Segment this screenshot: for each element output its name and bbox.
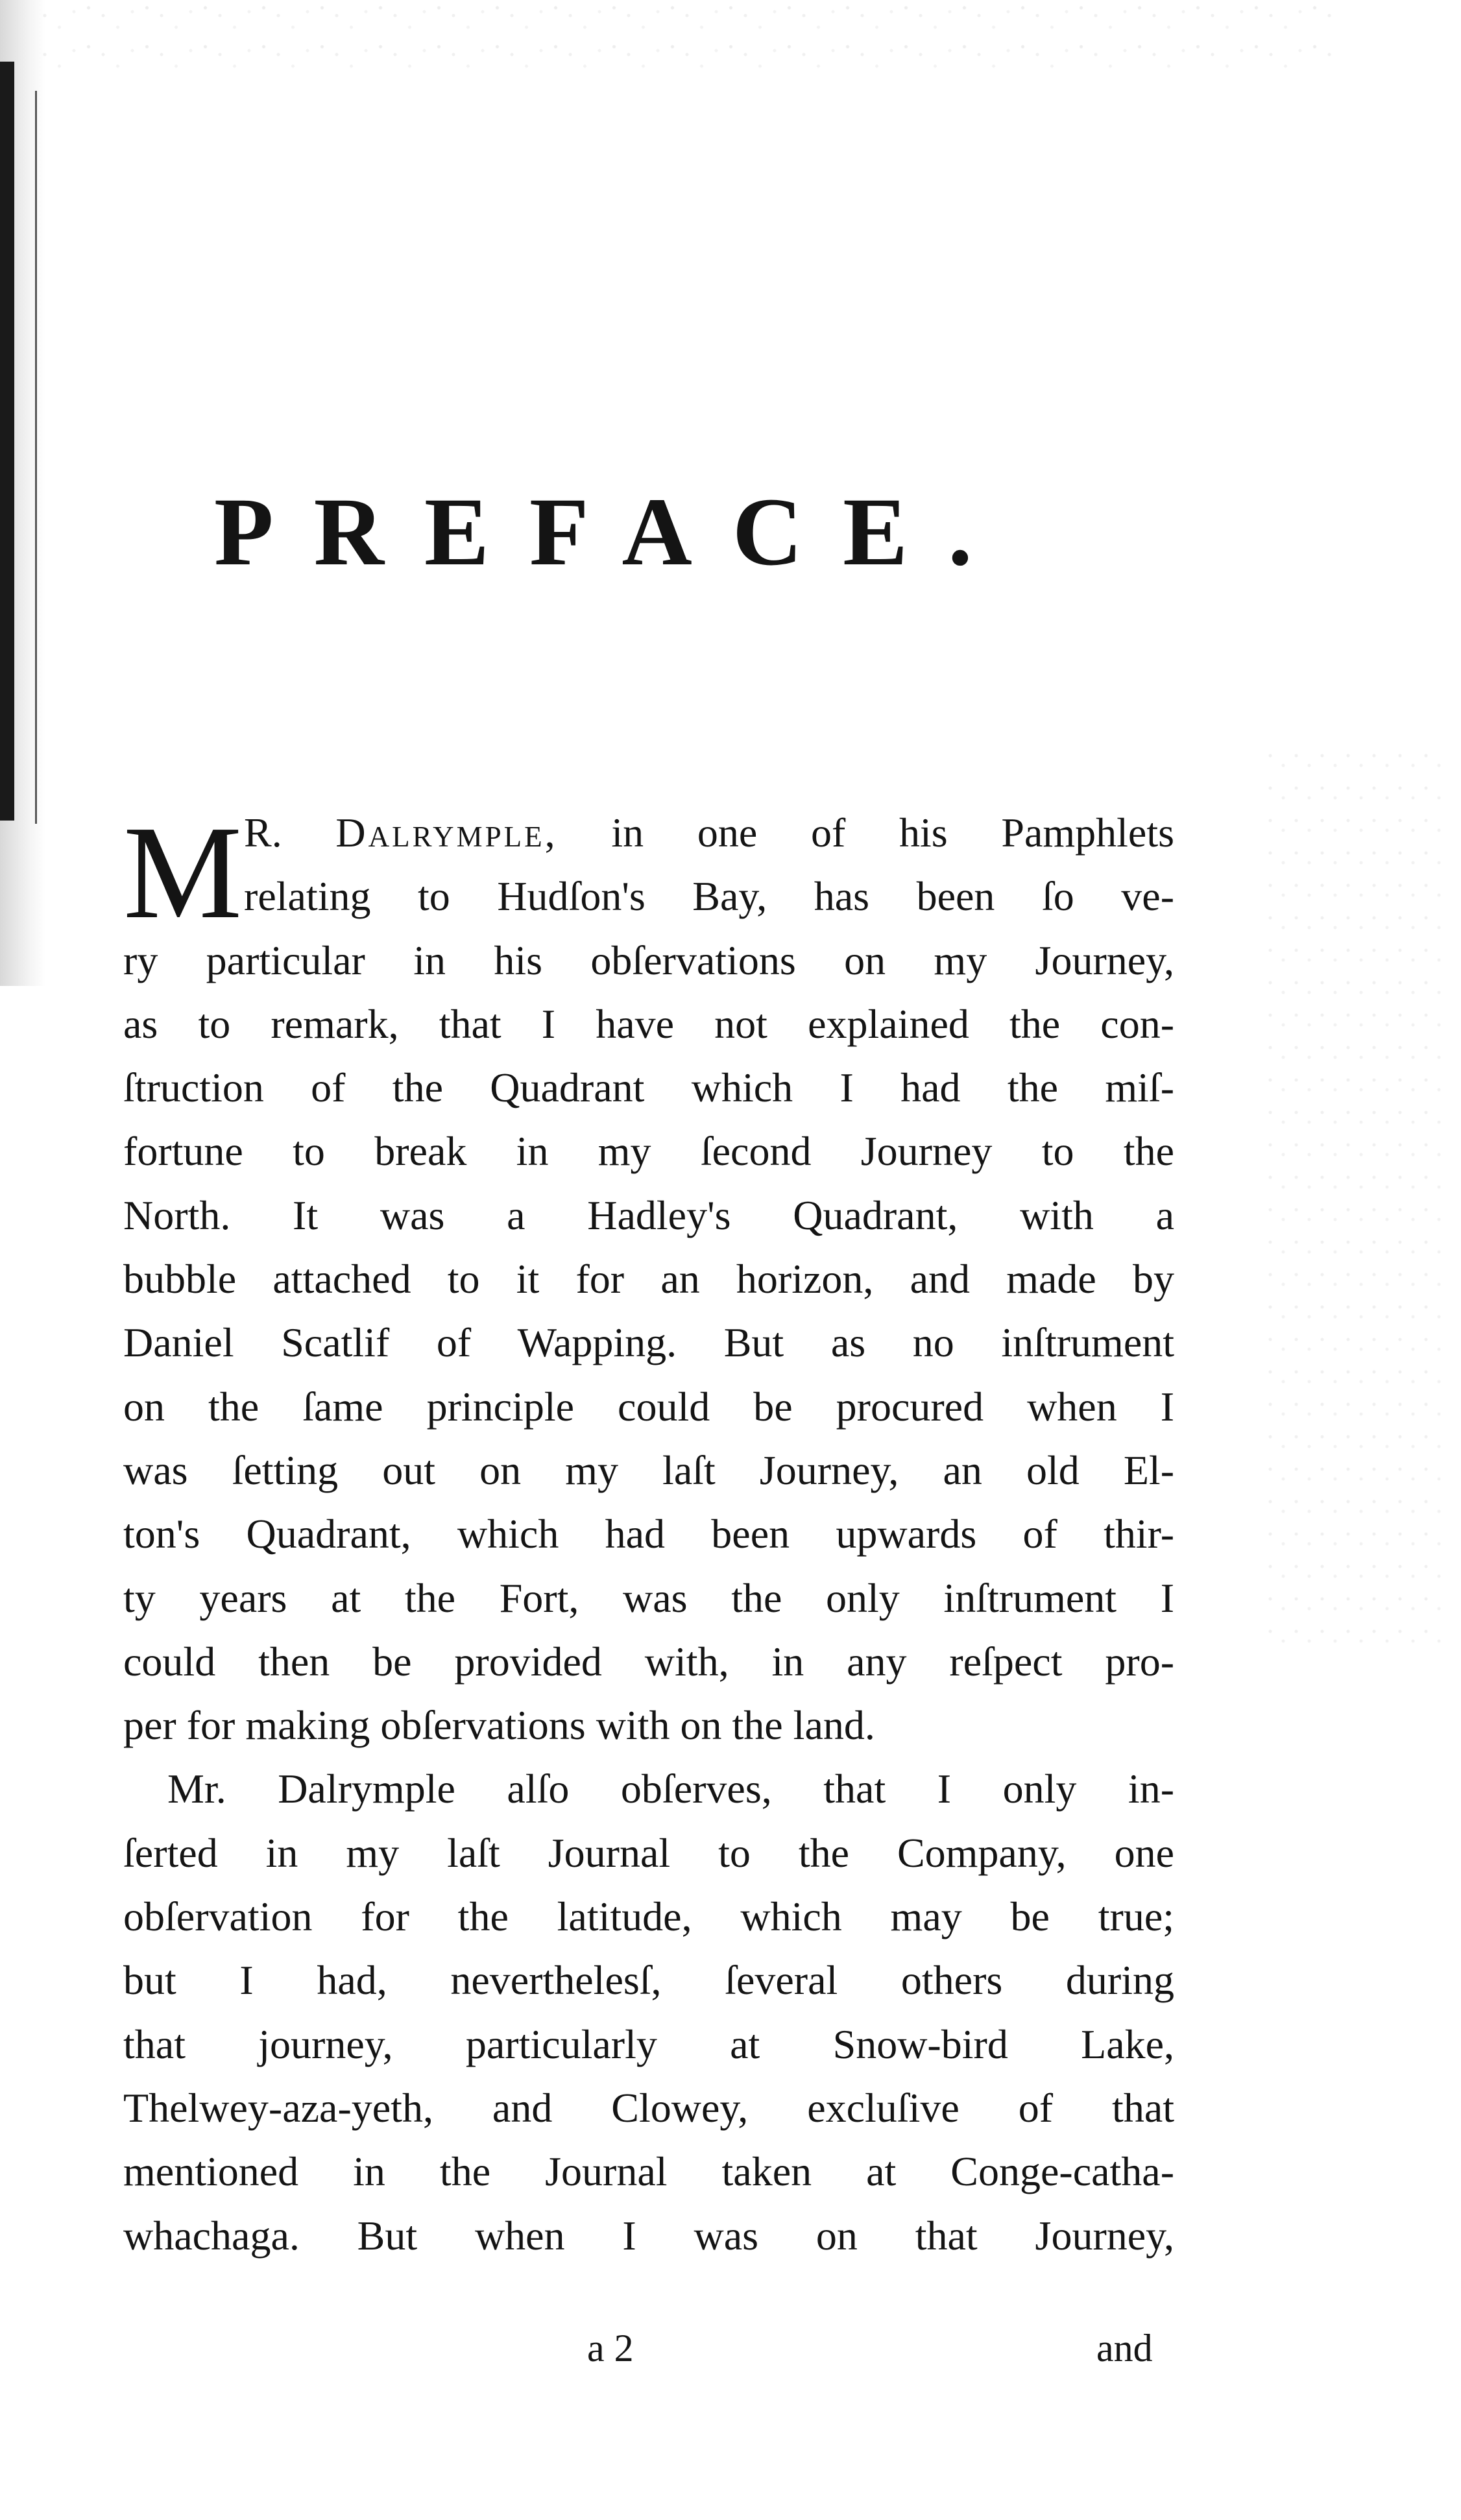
- body-line-14: could then be provided with, in any reſpect pro-: [123, 1638, 1174, 1685]
- drop-cap: M: [123, 798, 243, 946]
- body-line-22: mentioned in the Journal taken at Conge-catha-: [123, 2148, 1174, 2195]
- first-word-rest: R.: [244, 810, 282, 856]
- signature-mark: a 2: [587, 2327, 634, 2370]
- body-line-8: bubble attached to it for an horizon, and made by: [123, 1256, 1174, 1302]
- scan-speckle-top: [39, 0, 1336, 78]
- body-line-16: Mr. Dalrymple alſo obſerves, that I only in-: [167, 1766, 1174, 1812]
- body-line-1: [244, 801, 1174, 865]
- body-line-18: obſervation for the latitude, which may be true;: [123, 1893, 1174, 1940]
- body-line-4: as to remark, that I have not explained the con-: [123, 1000, 1174, 1047]
- body-line-19: but I had, neverthelesſ, ſeveral others during: [123, 1957, 1174, 2004]
- first-line-rest: in one of his Pamphlets: [611, 810, 1174, 856]
- body-line-9: Daniel Scatlif of Wapping. But as no inſtrument: [123, 1319, 1174, 1366]
- body-line-12: ton's Quadrant, which had been upwards of thir-: [123, 1511, 1174, 1557]
- binding-line: [35, 91, 37, 824]
- author-name: Dalrymple,: [335, 810, 558, 856]
- body-line-3: ry particular in his obſervations on my Journey,: [123, 937, 1174, 983]
- body-line-23: whachaga. But when I was on that Journey,: [123, 2212, 1174, 2259]
- body-line-11: was ſetting out on my laſt Journey, an old El-: [123, 1446, 1174, 1493]
- page-title: PREFACE.: [214, 478, 1013, 586]
- body-line-17: ſerted in my laſt Journal to the Company, one: [123, 1829, 1174, 1876]
- body-line-6: fortune to break in my ſecond Journey to the: [123, 1128, 1174, 1175]
- binding-shadow: [0, 62, 14, 821]
- body-line-21: Thelwey-aza-yeth, and Clowey, excluſive of that: [123, 2084, 1174, 2131]
- preface-body: [123, 798, 1174, 2268]
- body-line-2: relating to Hudſon's Bay, has been ſo ve-: [244, 873, 1174, 920]
- body-line-5: ſtruction of the Quadrant which I had the miſ-: [123, 1064, 1174, 1111]
- catchword: and: [1096, 2327, 1153, 2370]
- body-line-10: on the ſame principle could be procured when I: [123, 1383, 1174, 1430]
- body-line-20: that journey, particularly at Snow-bird Lake,: [123, 2021, 1174, 2067]
- body-line-15: per for making obſervations with on the land.: [123, 1702, 875, 1749]
- body-line-7: North. It was a Hadley's Quadrant, with a: [123, 1192, 1174, 1238]
- body-line-13: ty years at the Fort, was the only inſtrument I: [123, 1574, 1174, 1621]
- scan-speckle-right: [1265, 746, 1447, 1654]
